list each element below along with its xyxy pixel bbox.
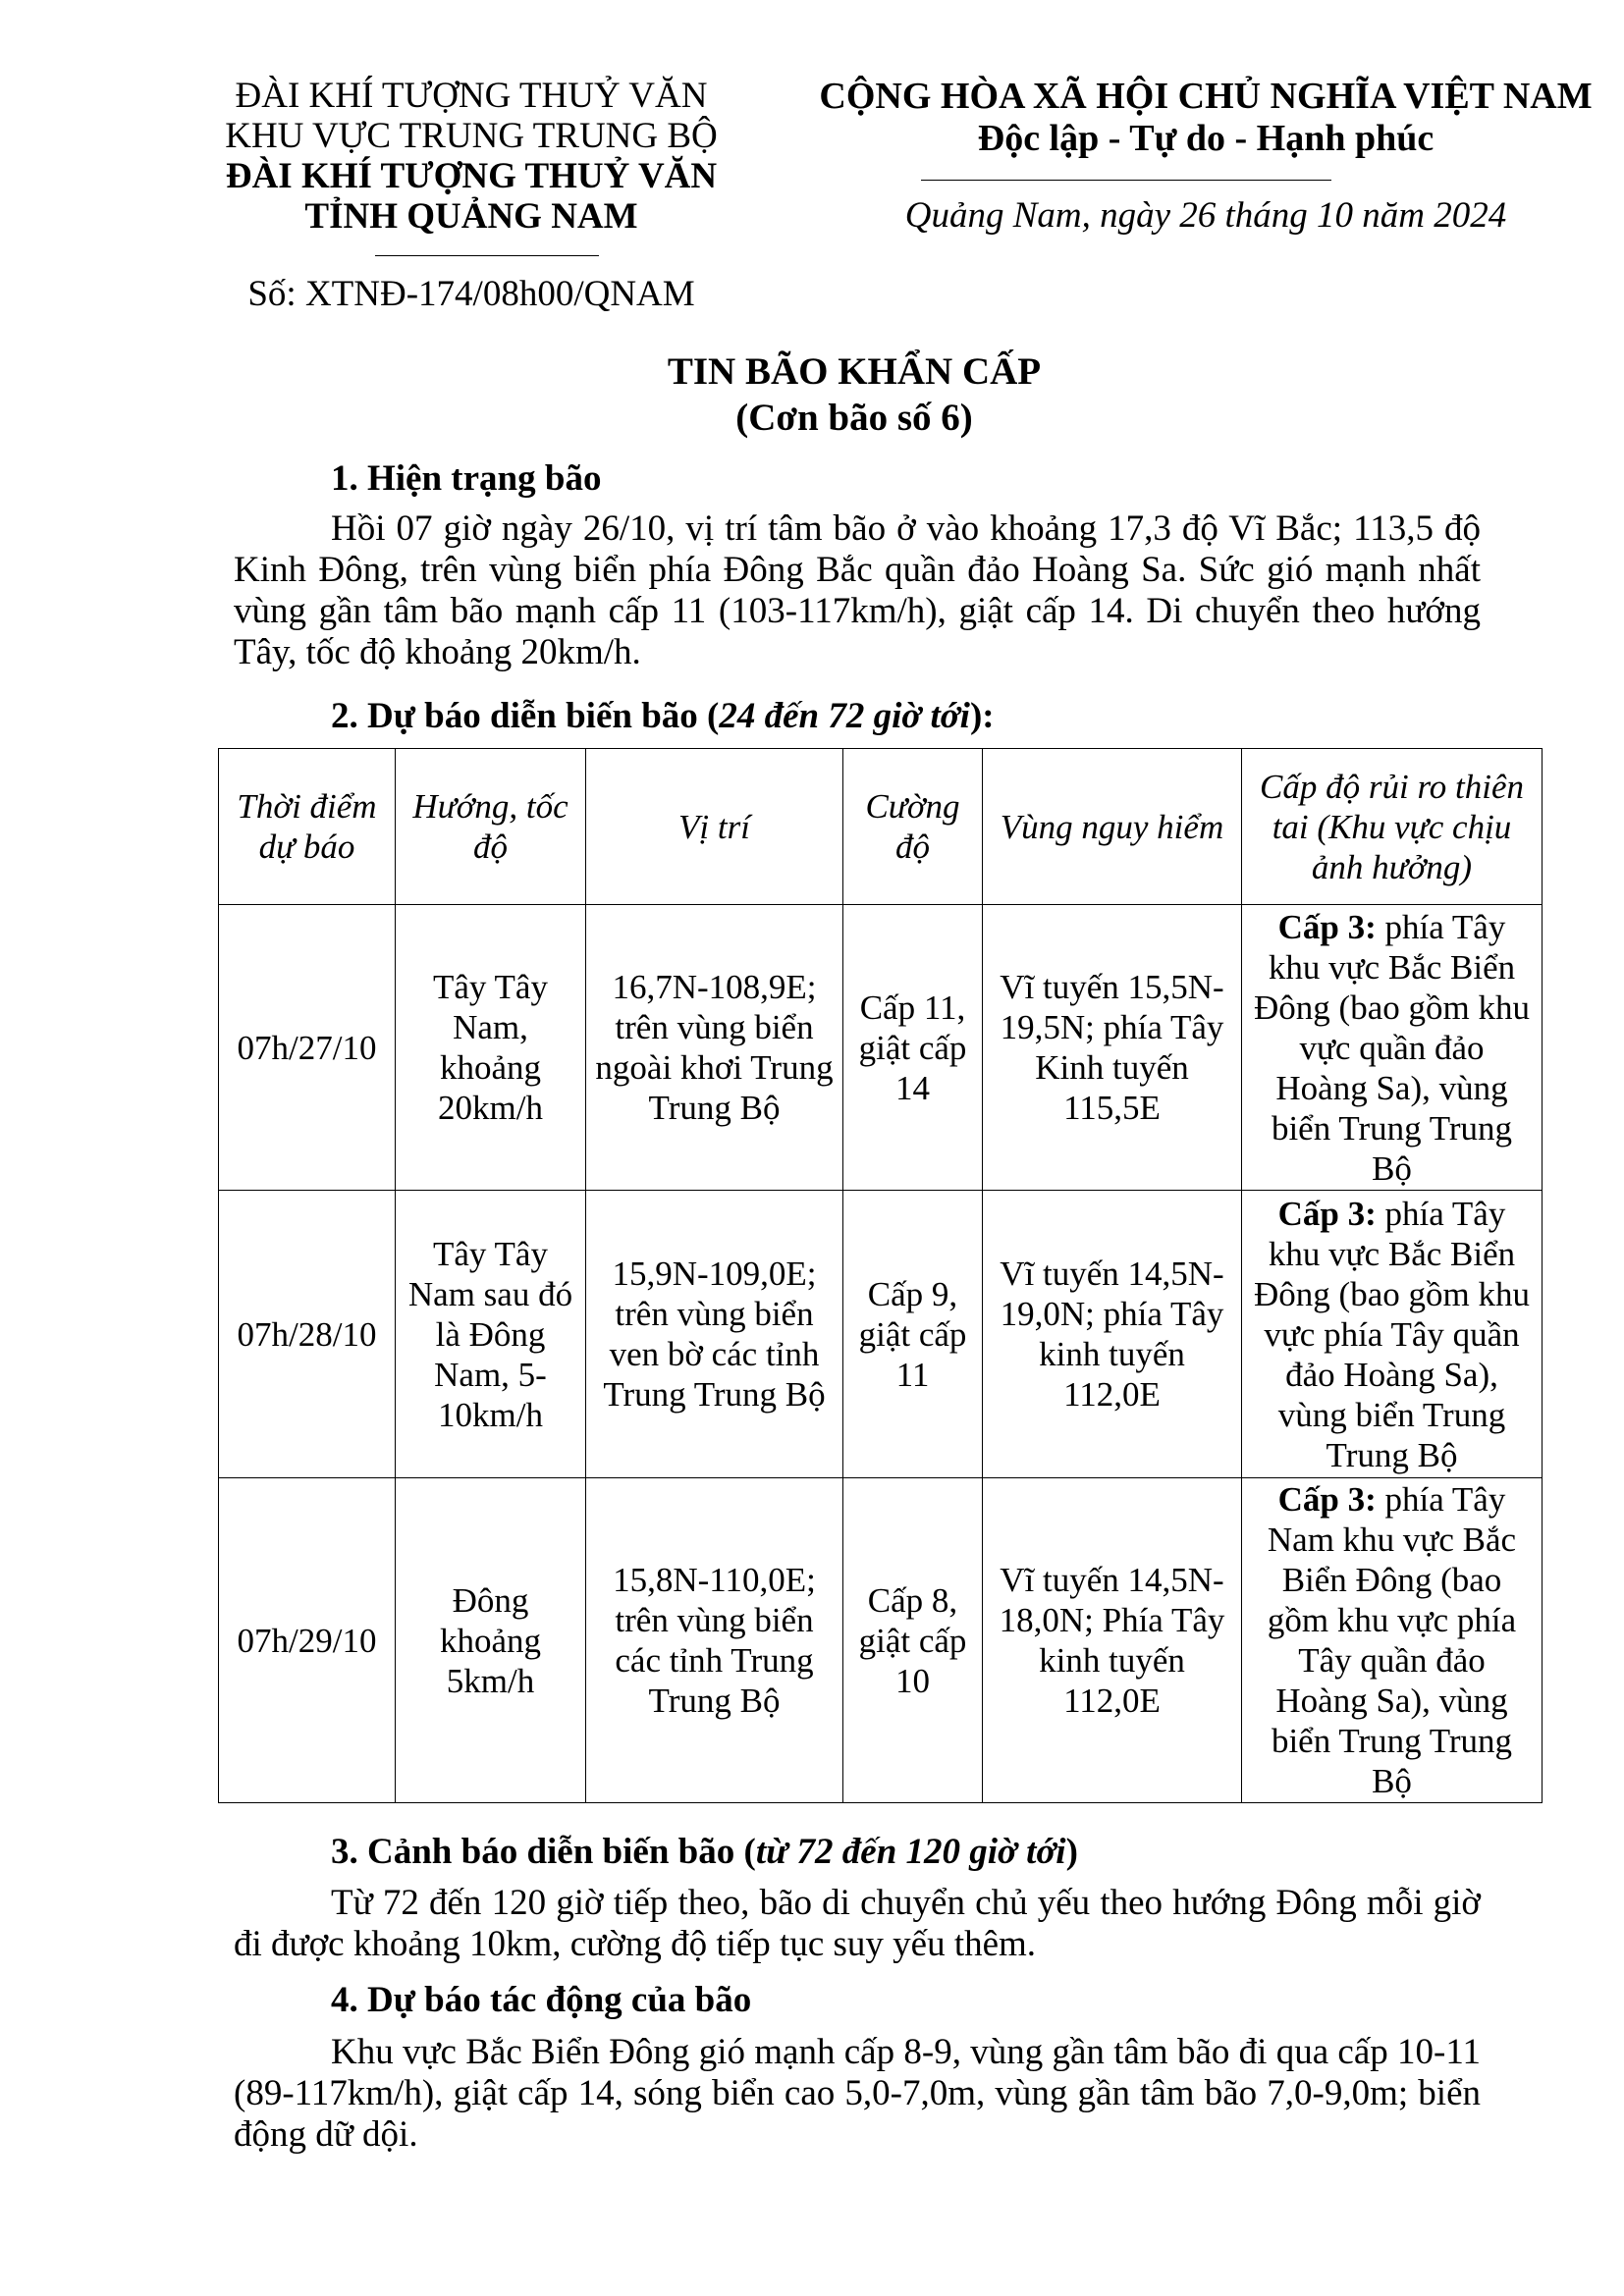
column-header: Thời điểm dự báo [219, 749, 396, 905]
section-3-heading-start: 3. Cảnh báo diễn biến bão ( [331, 1832, 756, 1872]
danger-zone: Vĩ tuyến 14,5N-19,0N; phía Tây kinh tuyến 112,0E [983, 1191, 1242, 1478]
risk-cell [1242, 1478, 1543, 1803]
column-header: Cấp độ rủi ro thiên tai (Khu vực chịu ảnh hưởng) [1242, 749, 1543, 905]
intensity: Cấp 9, giật cấp 11 [843, 1191, 983, 1478]
section-2-heading-start: 2. Dự báo diễn biến bão ( [331, 696, 720, 736]
column-header: Vùng nguy hiểm [983, 749, 1242, 905]
danger-zone: Vĩ tuyến 15,5N-19,5N; phía Tây Kinh tuyến 115,5E [983, 905, 1242, 1191]
risk-level: Cấp 3: [1277, 1480, 1377, 1519]
section-3-heading-italic: từ 72 đến 120 giờ tới [755, 1832, 1066, 1872]
intensity: Cấp 11, giật cấp 14 [843, 905, 983, 1191]
column-header: Hướng, tốc độ [396, 749, 586, 905]
intensity: Cấp 8, giật cấp 10 [843, 1478, 983, 1803]
position: 16,7N-108,9E; trên vùng biển ngoài khơi Trung Trung Bộ [586, 905, 843, 1191]
national-heading [813, 76, 1598, 160]
national-motto: Độc lập - Tự do - Hạnh phúc [977, 118, 1435, 159]
section-4-heading: 4. Dự báo tác động của bão [331, 1980, 752, 2020]
forecast-time: 07h/28/10 [219, 1191, 396, 1478]
table-row [219, 1191, 1543, 1478]
nation-name: CỘNG HÒA XÃ HỘI CHỦ NGHĨA VIỆT NAM [819, 76, 1593, 117]
column-header: Vị trí [586, 749, 843, 905]
section-2-heading-end: ): [969, 696, 995, 736]
direction-speed: Đông khoảng 5km/h [396, 1478, 586, 1803]
position: 15,8N-110,0E; trên vùng biển các tỉnh Trung Trung Bộ [586, 1478, 843, 1803]
document-title [226, 348, 1483, 441]
risk-cell [1242, 1191, 1543, 1478]
risk-cell [1242, 905, 1543, 1191]
agency-line-3: ĐÀI KHÍ TƯỢNG THUỶ VĂN [225, 156, 718, 196]
forecast-table [218, 748, 1543, 1803]
risk-area: phía Tây khu vực Bắc Biển Đông (bao gồm khu vực quần đảo Hoàng Sa), vùng biển Trung Trung Bộ [1254, 907, 1530, 1188]
danger-zone: Vĩ tuyến 14,5N-18,0N; Phía Tây kinh tuyến 112,0E [983, 1478, 1242, 1803]
document-number: Số: XTNĐ-174/08h00/QNAM [247, 274, 695, 314]
table-row [219, 905, 1543, 1191]
forecast-time: 07h/29/10 [219, 1478, 396, 1803]
risk-area: phía Tây Nam khu vực Bắc Biển Đông (bao gồm khu vực phía Tây quần đảo Hoàng Sa), vùng biển Trung Trung Bộ [1267, 1480, 1517, 1800]
risk-level: Cấp 3: [1277, 1194, 1377, 1233]
risk-area: phía Tây khu vực Bắc Biển Đông (bao gồm khu vực phía Tây quần đảo Hoàng Sa), vùng biển Trung Trung Bộ [1254, 1194, 1530, 1474]
section-1-text: Hồi 07 giờ ngày 26/10, vị trí tâm bão ở vào khoảng 17,3 độ Vĩ Bắc; 113,5 độ Kinh Đông, trên vùng biển phía Đông Bắc quần đảo Hoàng Sa. Sức gió mạnh nhất vùng gần tâm bão mạnh cấp 11 (103-117km/h), giật cấp 14. Di chuyển theo hướng Tây, tốc độ khoảng 20km/h. [234, 508, 1481, 672]
issue-date: Quảng Nam, ngày 26 tháng 10 năm 2024 [904, 195, 1507, 236]
agency-line-4: TỈNH QUẢNG NAM [304, 196, 638, 237]
section-3-heading-end: ) [1065, 1832, 1078, 1872]
title-sub: (Cơn bão số 6) [735, 397, 973, 439]
section-3-heading [331, 1831, 1078, 1873]
position: 15,9N-109,0E; trên vùng biển ven bờ các tỉnh Trung Trung Bộ [586, 1191, 843, 1478]
table-header-row [219, 749, 1543, 905]
section-2-heading-italic: 24 đến 72 giờ tới [719, 696, 970, 736]
title-main: TIN BÃO KHẨN CẤP [667, 350, 1042, 393]
table-row [219, 1478, 1543, 1803]
section-2-heading [331, 695, 995, 737]
forecast-time: 07h/27/10 [219, 905, 396, 1191]
motto-underline [921, 180, 1331, 181]
section-3-text: Từ 72 đến 120 giờ tiếp theo, bão di chuyển chủ yếu theo hướng Đông mỗi giờ đi được khoảng 10km, cường độ tiếp tục suy yếu thêm. [234, 1883, 1481, 1964]
direction-speed: Tây Tây Nam sau đó là Đông Nam, 5-10km/h [396, 1191, 586, 1478]
agency-underline [375, 255, 599, 256]
agency-line-1: ĐÀI KHÍ TƯỢNG THUỶ VĂN [235, 76, 708, 116]
risk-level: Cấp 3: [1277, 907, 1377, 946]
direction-speed: Tây Tây Nam, khoảng 20km/h [396, 905, 586, 1191]
issuing-agency [201, 76, 741, 237]
section-4-text: Khu vực Bắc Biển Đông gió mạnh cấp 8-9, vùng gần tâm bão đi qua cấp 10-11 (89-117km/h), giật cấp 14, sóng biển cao 5,0-7,0m, vùng gần tâm bão 7,0-9,0m; biển động dữ dội. [234, 2032, 1481, 2155]
agency-line-2: KHU VỰC TRUNG TRUNG BỘ [225, 116, 718, 156]
section-1-heading: 1. Hiện trạng bão [331, 458, 602, 499]
column-header: Cường độ [843, 749, 983, 905]
